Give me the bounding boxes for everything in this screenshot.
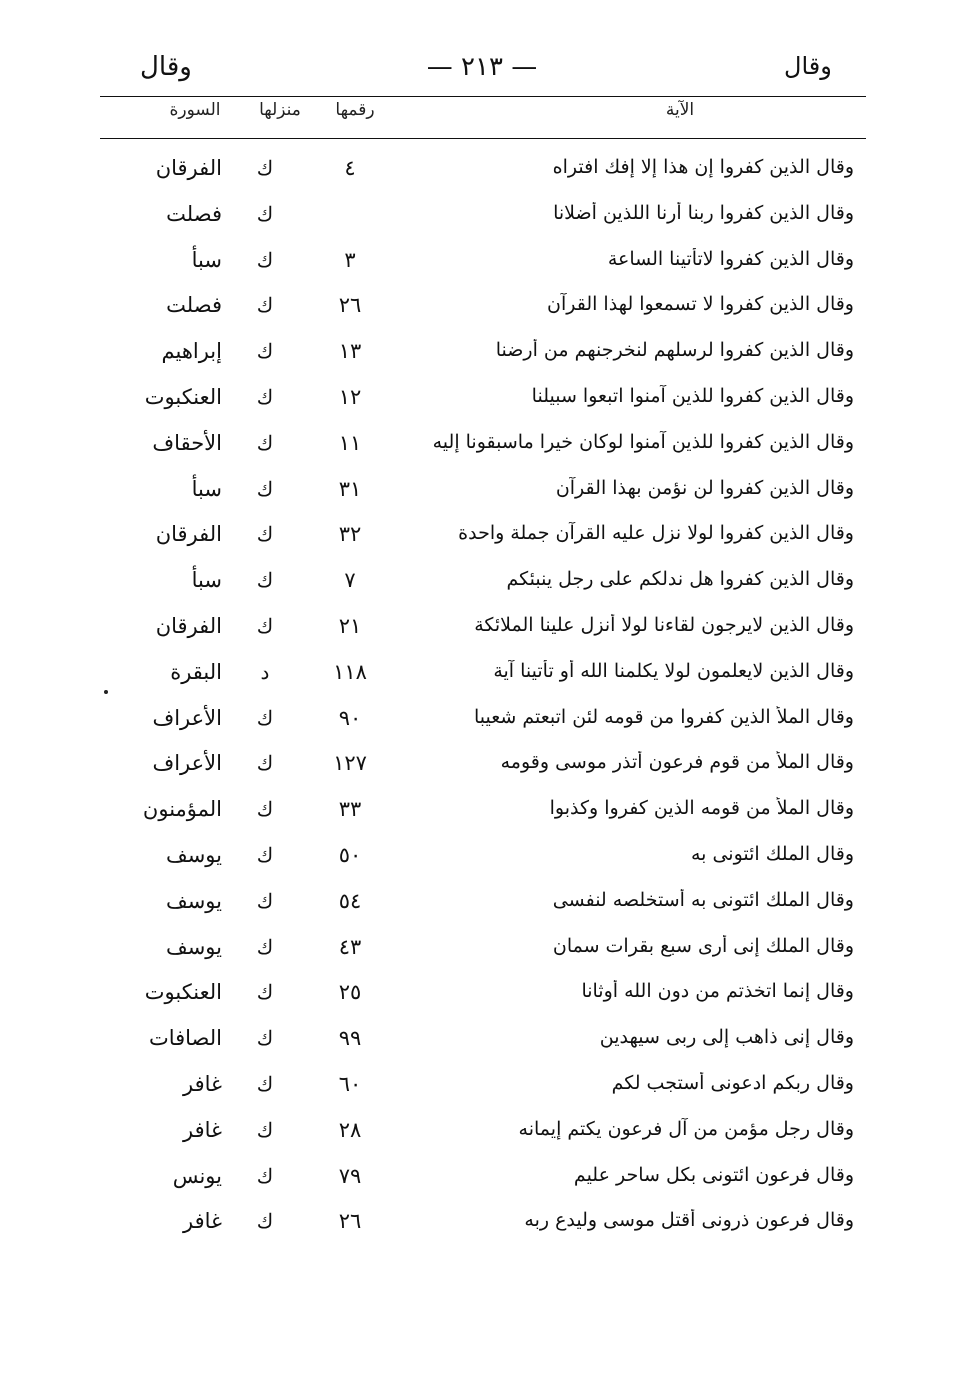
column-header-rule <box>100 138 866 139</box>
surah-name: الأعراف <box>152 751 222 776</box>
revelation-place: ك <box>256 156 274 180</box>
revelation-place: ك <box>256 1163 274 1188</box>
revelation-place: ك <box>256 797 274 822</box>
ayah-number: ٢٥ <box>338 980 362 1005</box>
ayah-number: ١١٨ <box>333 659 367 684</box>
column-header-ayah: الآية <box>665 100 695 120</box>
surah-name: الأحقاف <box>152 430 222 455</box>
table-row <box>0 425 964 471</box>
ayah-text: وقال الذين كفروا لن نؤمن بهذا القرآن <box>555 476 854 499</box>
table-row <box>0 883 964 929</box>
surah-name: غافر <box>182 1071 222 1096</box>
surah-name: سبأ <box>191 568 222 593</box>
revelation-place: ك <box>256 339 274 364</box>
header-catchword-right: وقال <box>784 52 832 80</box>
revelation-place: ك <box>256 613 274 638</box>
header-rule <box>100 96 866 97</box>
surah-name: الأعراف <box>152 705 222 730</box>
page-number: — ٢١٣ — <box>426 52 538 82</box>
revelation-place: ك <box>256 1026 274 1051</box>
ayah-number: ٢٦ <box>338 1209 362 1234</box>
ayah-text: وقال الذين كفروا لولا نزل عليه القرآن جملة واحدة <box>458 522 854 545</box>
surah-name: الصافات <box>148 1026 222 1051</box>
ayah-text: وقال الملأ من قومه الذين كفروا وكذبوا <box>549 797 854 820</box>
surah-name: يوسف <box>165 934 222 959</box>
ayah-text: وقال الذين كفروا للذين آمنوا لوكان خيرا ماسبقونا إليه <box>432 430 854 453</box>
surah-name: إبراهيم <box>161 339 222 364</box>
ayah-number: ٩٠ <box>338 705 362 730</box>
revelation-place: ك <box>256 522 274 547</box>
revelation-place: ك <box>256 1071 274 1096</box>
ayah-text: وقال رجل مؤمن من آل فرعون يكتم إيمانه <box>518 1117 854 1140</box>
revelation-place: ك <box>256 293 274 318</box>
surah-name: يوسف <box>165 842 222 867</box>
ayah-number: ٧ <box>344 568 356 593</box>
table-row <box>0 929 964 975</box>
surah-name: سبأ <box>191 476 222 501</box>
ayah-number: ٤٣ <box>338 934 362 959</box>
revelation-place: ك <box>256 201 274 226</box>
ayah-text: وقال فرعون ذرونى أقتل موسى وليدع ربه <box>524 1209 854 1232</box>
table-row <box>0 562 964 608</box>
ayah-text: وقال الذين كفروا لاتأتينا الساعة <box>607 247 854 270</box>
revelation-place: ك <box>256 842 274 867</box>
ayah-number: ٧٩ <box>338 1163 362 1188</box>
table-row <box>0 150 964 196</box>
revelation-place: د <box>260 659 270 684</box>
table-row <box>0 654 964 700</box>
ayah-text: وقال الملك إنى أرى سبع بقرات سمان <box>552 934 854 957</box>
ayah-number: ٢١ <box>338 613 362 638</box>
surah-name: المؤمنون <box>142 797 222 822</box>
ayah-number: ١٢٧ <box>333 751 367 776</box>
ayah-number: ٤ <box>344 156 356 180</box>
ayah-text: وقال الذين لايرجون لقاءنا لولا أنزل علينا الملائكة <box>474 613 854 636</box>
revelation-place: ك <box>256 888 274 913</box>
ayah-number: ٩٩ <box>338 1026 362 1051</box>
surah-name: فصلت <box>166 293 222 318</box>
revelation-place: ك <box>256 1209 274 1234</box>
revelation-place: ك <box>256 1117 274 1142</box>
surah-name: البقرة <box>170 659 222 684</box>
ayah-text: وقال فرعون ائتونى بكل ساحر عليم <box>573 1163 854 1186</box>
table-row <box>0 516 964 562</box>
ayah-number: ٣ <box>344 247 356 272</box>
table-row <box>0 1203 964 1249</box>
table-row <box>0 837 964 883</box>
ayah-number: ١٢ <box>338 384 362 409</box>
surah-name: غافر <box>182 1117 222 1142</box>
revelation-place: ك <box>256 568 274 593</box>
table-row <box>0 974 964 1020</box>
revelation-place: ك <box>256 751 274 776</box>
ayah-number: ٣٣ <box>338 797 362 822</box>
ayah-text: وقال الملأ من قوم فرعون أتذر موسى وقومه <box>500 751 854 774</box>
surah-name: الفرقان <box>155 156 222 180</box>
table-row <box>0 333 964 379</box>
revelation-place: ك <box>256 476 274 501</box>
column-header-number: رقمها <box>335 100 375 120</box>
surah-name: الفرقان <box>155 613 222 638</box>
column-header-place: منزلها <box>259 100 301 120</box>
surah-name: يونس <box>172 1163 222 1188</box>
table-row <box>0 242 964 288</box>
surah-name: الفرقان <box>155 522 222 547</box>
header-catchword-left: وقال <box>140 52 192 82</box>
ayah-text: وقال الملك ائتونى به <box>690 842 854 865</box>
table-row <box>0 1158 964 1204</box>
ayah-number: ٥٤ <box>338 888 362 913</box>
ayah-text: وقال الذين لايعلمون لولا يكلمنا الله أو تأتينا آية <box>493 659 854 682</box>
ayah-number: ٣١ <box>338 476 362 501</box>
table-row <box>0 379 964 425</box>
ayah-number: ٢٨ <box>338 1117 362 1142</box>
revelation-place: ك <box>256 384 274 409</box>
table-row <box>0 196 964 242</box>
ayah-number: ٣٢ <box>338 522 362 547</box>
revelation-place: ك <box>256 705 274 730</box>
ayah-number: ٦٠ <box>338 1071 362 1096</box>
surah-name: غافر <box>182 1209 222 1234</box>
column-header-surah: السورة <box>169 100 221 120</box>
ayah-text: وقال ربكم ادعونى أستجب لكم <box>611 1071 854 1094</box>
table-row <box>0 791 964 837</box>
table-row <box>0 1112 964 1158</box>
ayah-text: وقال إنما اتخذتم من دون الله أوثانا <box>581 980 854 1003</box>
table-row <box>0 1020 964 1066</box>
ayah-text: وقال الذين كفروا ربنا أرنا اللذين أضلانا <box>553 201 854 224</box>
ayah-text: وقال الذين كفروا إن هذا إلا إفك افتراه <box>552 156 854 178</box>
margin-dot <box>104 690 108 694</box>
ayah-number: ٥٠ <box>338 842 362 867</box>
table-row <box>0 700 964 746</box>
index-table <box>0 150 964 1249</box>
table-row <box>0 1066 964 1112</box>
ayah-text: وقال الملأ الذين كفروا من قومه لئن اتبعتم شعيبا <box>473 705 854 728</box>
ayah-number: ٢٦ <box>338 293 362 318</box>
revelation-place: ك <box>256 247 274 272</box>
revelation-place: ك <box>256 934 274 959</box>
table-row <box>0 287 964 333</box>
ayah-number: ١١ <box>338 430 362 455</box>
table-row <box>0 471 964 517</box>
surah-name: العنكبوت <box>144 384 222 409</box>
ayah-text: وقال الذين كفروا لا تسمعوا لهذا القرآن <box>547 293 854 316</box>
surah-name: العنكبوت <box>144 980 222 1005</box>
revelation-place: ك <box>256 980 274 1005</box>
revelation-place: ك <box>256 430 274 455</box>
ayah-text: وقال الملك ائتونى به أستخلصه لنفسى <box>552 888 854 911</box>
table-row <box>0 745 964 791</box>
ayah-text: وقال الذين كفروا للذين آمنوا اتبعوا سبيلنا <box>531 384 854 407</box>
ayah-text: وقال إنى ذاهب إلى ربى سيهدين <box>599 1026 854 1049</box>
surah-name: فصلت <box>166 201 222 226</box>
surah-name: سبأ <box>191 247 222 272</box>
ayah-text: وقال الذين كفروا لرسلهم لنخرجنهم من أرضنا <box>495 339 854 362</box>
ayah-text: وقال الذين كفروا هل ندلكم على رجل ينبئكم <box>506 568 854 591</box>
surah-name: يوسف <box>165 888 222 913</box>
page-header <box>0 46 964 96</box>
table-row <box>0 608 964 654</box>
ayah-number: ١٣ <box>338 339 362 364</box>
